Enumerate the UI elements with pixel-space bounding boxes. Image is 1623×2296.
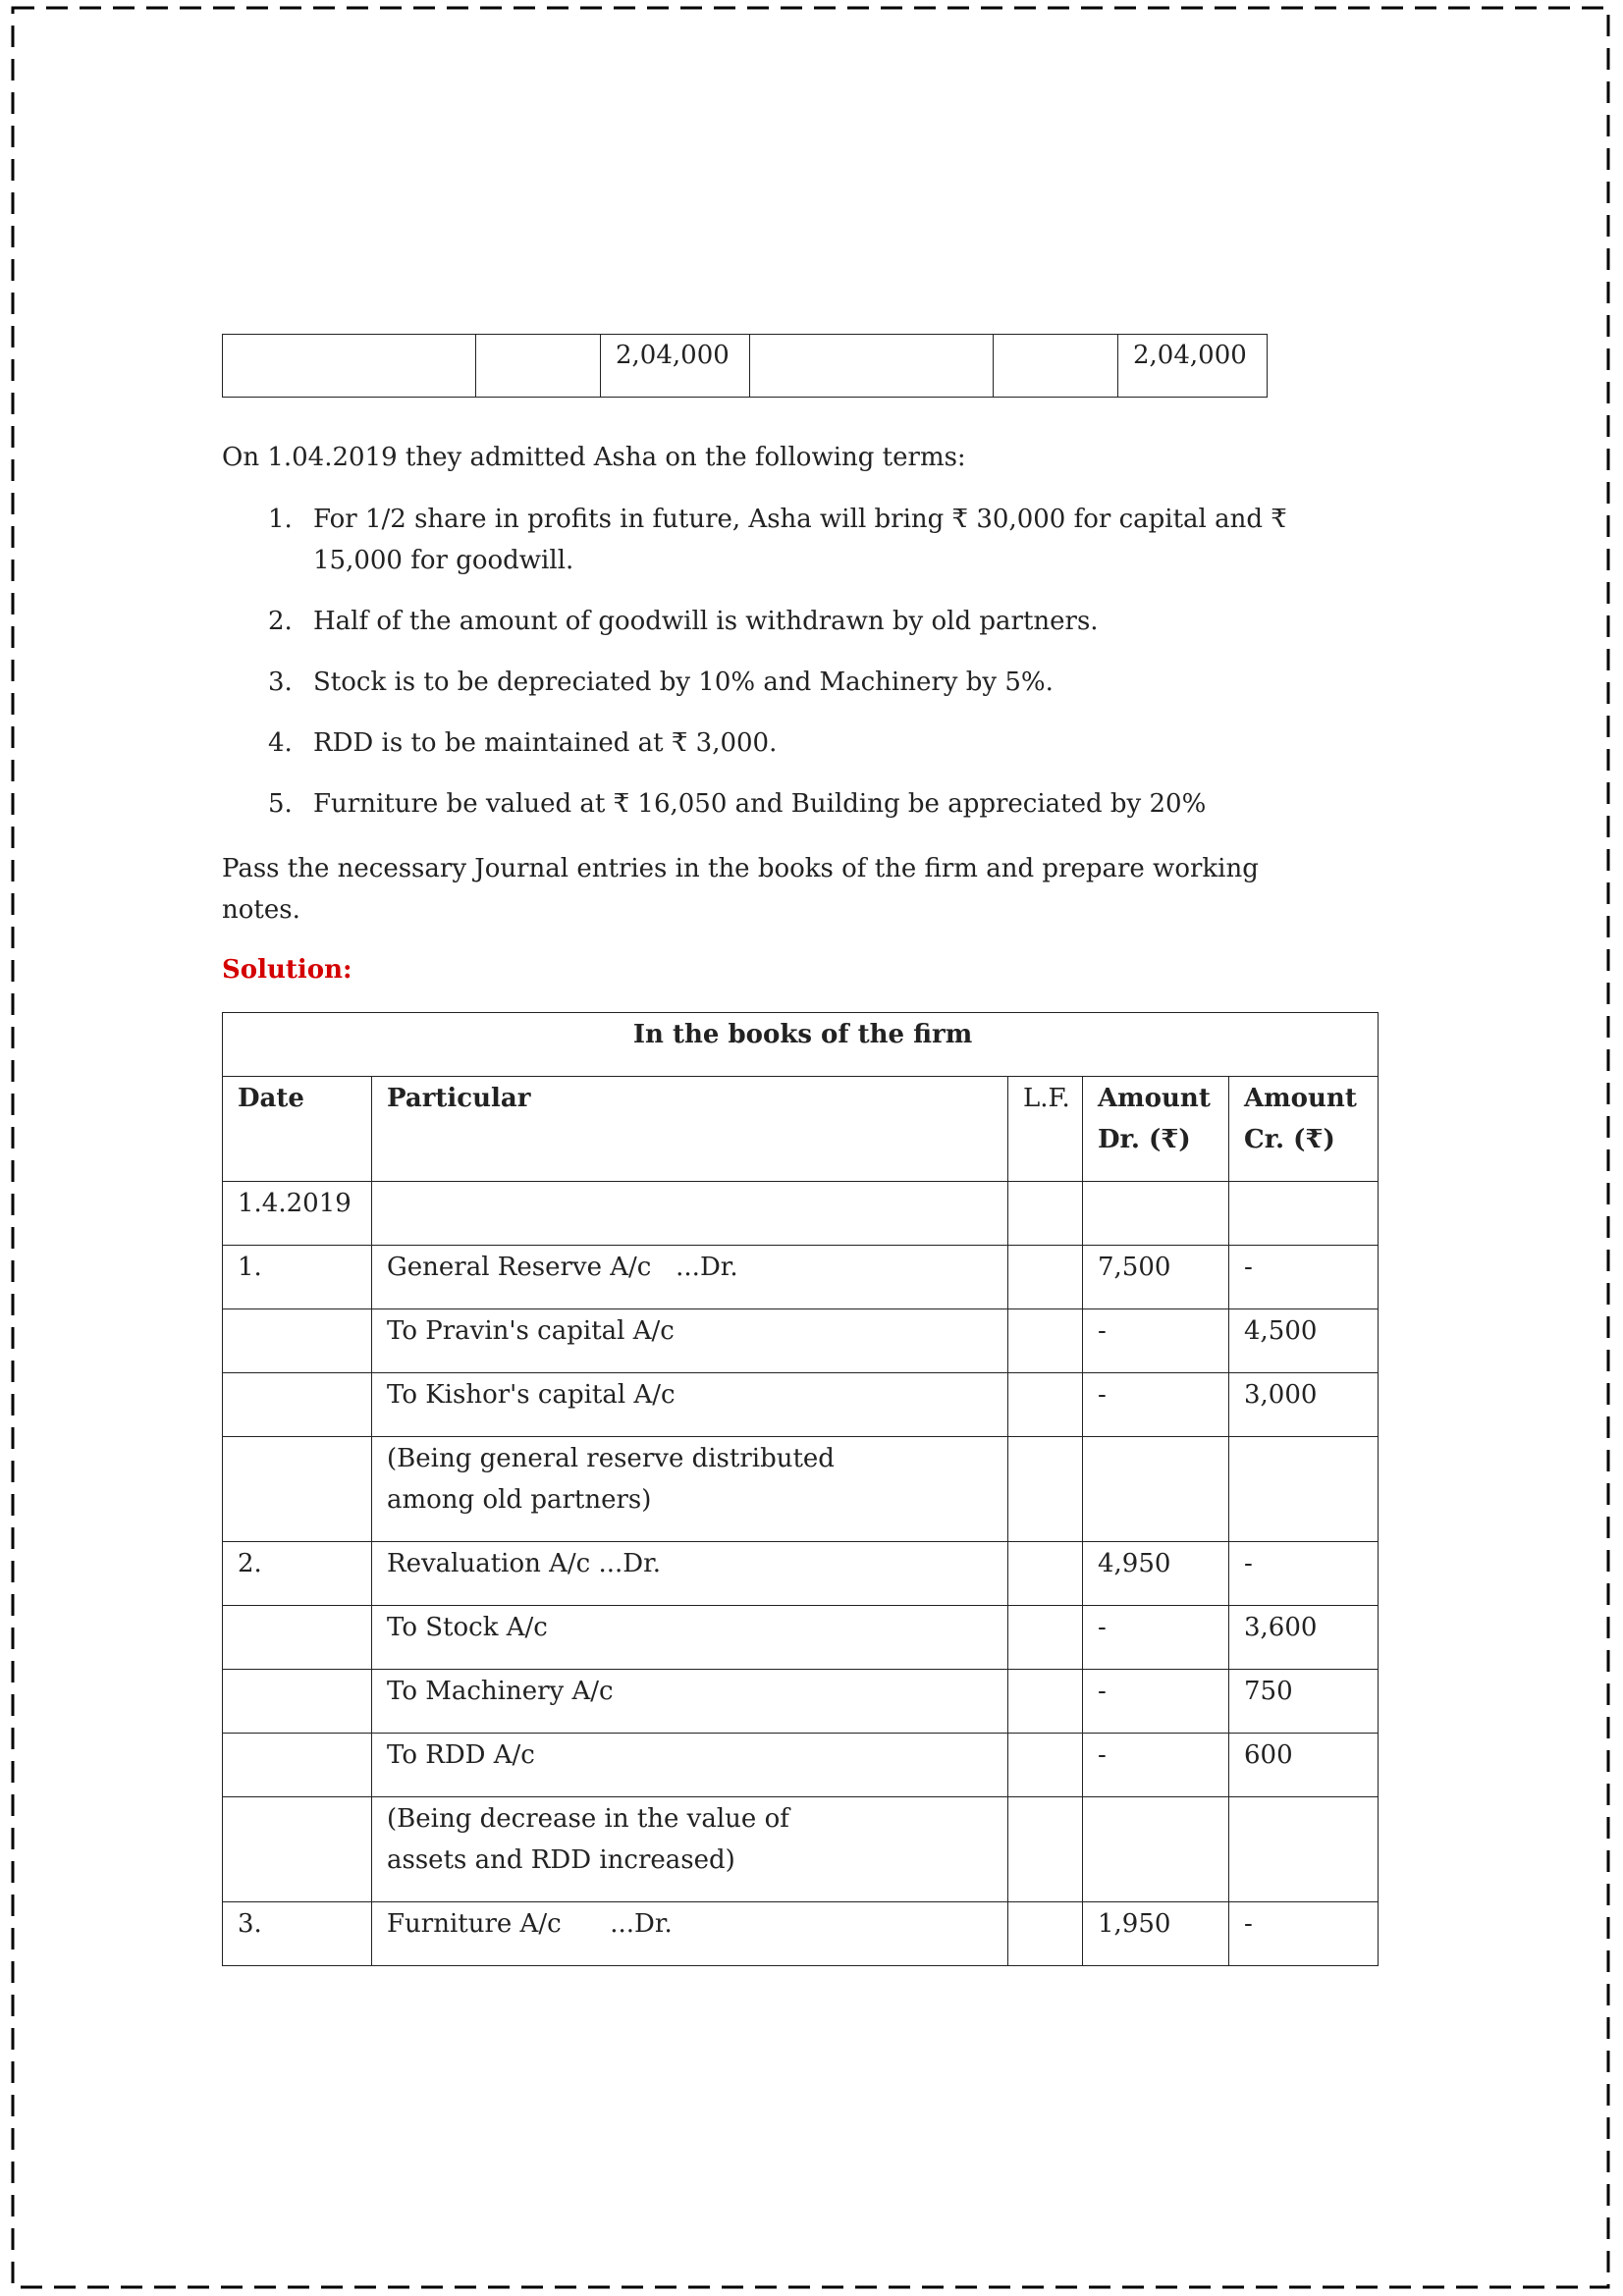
journal-row	[223, 1606, 1379, 1670]
journal-particular-text: Furniture A/c ...Dr.	[387, 1909, 673, 1939]
term-number: 1.	[268, 505, 293, 534]
journal-amount-dr-cell: 1,950	[1083, 1902, 1229, 1966]
journal-title-row	[223, 1013, 1379, 1077]
term-item	[222, 783, 1354, 825]
term-number: 2.	[268, 607, 293, 636]
journal-lf-cell	[1008, 1670, 1083, 1734]
header-lf: L.F.	[1008, 1077, 1083, 1182]
journal-amount-cr-cell	[1229, 1437, 1379, 1542]
journal-row	[223, 1309, 1379, 1373]
term-number: 5.	[268, 789, 293, 819]
journal-amount-dr-cell: -	[1083, 1734, 1229, 1797]
header-amount-cr: Amount Cr. (₹)	[1229, 1077, 1379, 1182]
journal-amount-cr-cell: -	[1229, 1902, 1379, 1966]
journal-amount-cr-cell	[1229, 1182, 1379, 1246]
journal-date-cell	[223, 1309, 372, 1373]
journal-particular-cell	[372, 1246, 1008, 1309]
journal-particular-cell	[372, 1902, 1008, 1966]
journal-particular-text: To RDD A/c	[387, 1740, 535, 1770]
term-number: 4.	[268, 728, 293, 758]
journal-row	[223, 1182, 1379, 1246]
journal-row	[223, 1246, 1379, 1309]
term-item	[222, 662, 1354, 703]
journal-row	[223, 1734, 1379, 1797]
journal-particular-text: To Machinery A/c	[387, 1677, 614, 1706]
journal-amount-dr-cell	[1083, 1437, 1229, 1542]
balance-cell	[223, 335, 476, 398]
term-text: Furniture be valued at ₹ 16,050 and Building be appreciated by 20%	[313, 789, 1207, 819]
journal-date-cell: 1.4.2019	[223, 1182, 372, 1246]
journal-particular-text: To Pravin's capital A/c	[387, 1316, 675, 1346]
assets-total: 2,04,000	[1118, 335, 1268, 398]
journal-particular-cell	[372, 1542, 1008, 1606]
solution-heading: Solution:	[222, 955, 352, 985]
journal-lf-cell	[1008, 1182, 1083, 1246]
journal-particular-text: General Reserve A/c ...Dr.	[387, 1253, 738, 1282]
journal-row	[223, 1373, 1379, 1437]
journal-header-row	[223, 1077, 1379, 1182]
journal-amount-cr-cell: -	[1229, 1246, 1379, 1309]
journal-table	[222, 1012, 1379, 1966]
journal-amount-cr-cell: 600	[1229, 1734, 1379, 1797]
journal-amount-dr-cell	[1083, 1797, 1229, 1902]
journal-amount-dr-cell: -	[1083, 1373, 1229, 1437]
term-item	[222, 499, 1354, 581]
journal-date-cell: 1.	[223, 1246, 372, 1309]
journal-particular-text: (Being general reserve distributed among old partners)	[387, 1444, 843, 1515]
journal-amount-cr-cell: 3,600	[1229, 1606, 1379, 1670]
journal-date-cell	[223, 1670, 372, 1734]
journal-amount-dr-cell: 7,500	[1083, 1246, 1229, 1309]
journal-body	[223, 1182, 1379, 1966]
journal-particular-text: Revaluation A/c ...Dr.	[387, 1549, 661, 1578]
journal-particular-text: To Stock A/c	[387, 1613, 548, 1642]
balance-cell	[476, 335, 601, 398]
terms-list	[222, 499, 1354, 844]
liabilities-total: 2,04,000	[601, 335, 750, 398]
term-text: Stock is to be depreciated by 10% and Machinery by 5%.	[313, 667, 1054, 697]
term-number: 3.	[268, 667, 293, 697]
journal-date-cell	[223, 1734, 372, 1797]
balance-cell	[994, 335, 1118, 398]
intro-paragraph: On 1.04.2019 they admitted Asha on the following terms:	[222, 443, 966, 472]
journal-amount-cr-cell: -	[1229, 1542, 1379, 1606]
journal-particular-cell	[372, 1373, 1008, 1437]
journal-date-cell: 2.	[223, 1542, 372, 1606]
term-item	[222, 722, 1354, 764]
journal-date-cell	[223, 1373, 372, 1437]
journal-particular-cell	[372, 1734, 1008, 1797]
journal-particular-cell	[372, 1606, 1008, 1670]
journal-row	[223, 1542, 1379, 1606]
journal-amount-dr-cell: -	[1083, 1309, 1229, 1373]
journal-particular-text: To Kishor's capital A/c	[387, 1380, 676, 1410]
term-text: Half of the amount of goodwill is withdrawn by old partners.	[313, 607, 1099, 636]
balance-total-table	[222, 334, 1268, 398]
journal-lf-cell	[1008, 1309, 1083, 1373]
journal-lf-cell	[1008, 1902, 1083, 1966]
journal-date-cell	[223, 1606, 372, 1670]
journal-lf-cell	[1008, 1734, 1083, 1797]
balance-total-row	[223, 335, 1268, 398]
journal-particular-text: (Being decrease in the value of assets and RDD increased)	[387, 1804, 798, 1875]
journal-lf-cell	[1008, 1246, 1083, 1309]
journal-amount-cr-cell: 3,000	[1229, 1373, 1379, 1437]
journal-date-cell	[223, 1437, 372, 1542]
journal-row	[223, 1437, 1379, 1542]
header-amount-dr: Amount Dr. (₹)	[1083, 1077, 1229, 1182]
journal-row	[223, 1902, 1379, 1966]
journal-amount-dr-cell: -	[1083, 1606, 1229, 1670]
journal-lf-cell	[1008, 1606, 1083, 1670]
term-item	[222, 601, 1354, 642]
balance-cell	[750, 335, 994, 398]
journal-amount-dr-cell: 4,950	[1083, 1542, 1229, 1606]
journal-particular-cell	[372, 1797, 1008, 1902]
journal-row	[223, 1797, 1379, 1902]
term-text: RDD is to be maintained at ₹ 3,000.	[313, 728, 778, 758]
journal-lf-cell	[1008, 1797, 1083, 1902]
journal-particular-cell	[372, 1437, 1008, 1542]
term-text: For 1/2 share in profits in future, Asha will bring ₹ 30,000 for capital and ₹ 15,000 for goodwill.	[313, 505, 1287, 575]
journal-lf-cell	[1008, 1542, 1083, 1606]
journal-particular-cell	[372, 1182, 1008, 1246]
journal-lf-cell	[1008, 1437, 1083, 1542]
journal-amount-cr-cell	[1229, 1797, 1379, 1902]
journal-lf-cell	[1008, 1373, 1083, 1437]
journal-amount-cr-cell: 750	[1229, 1670, 1379, 1734]
journal-amount-cr-cell: 4,500	[1229, 1309, 1379, 1373]
journal-amount-dr-cell: -	[1083, 1670, 1229, 1734]
journal-row	[223, 1670, 1379, 1734]
instruction-paragraph: Pass the necessary Journal entries in the books of the firm and prepare working notes.	[222, 854, 1259, 925]
journal-date-cell	[223, 1797, 372, 1902]
journal-amount-dr-cell	[1083, 1182, 1229, 1246]
journal-particular-cell	[372, 1670, 1008, 1734]
header-date: Date	[223, 1077, 372, 1182]
journal-date-cell: 3.	[223, 1902, 372, 1966]
journal-particular-cell	[372, 1309, 1008, 1373]
header-particular: Particular	[372, 1077, 1008, 1182]
journal-title: In the books of the firm	[223, 1013, 1379, 1077]
